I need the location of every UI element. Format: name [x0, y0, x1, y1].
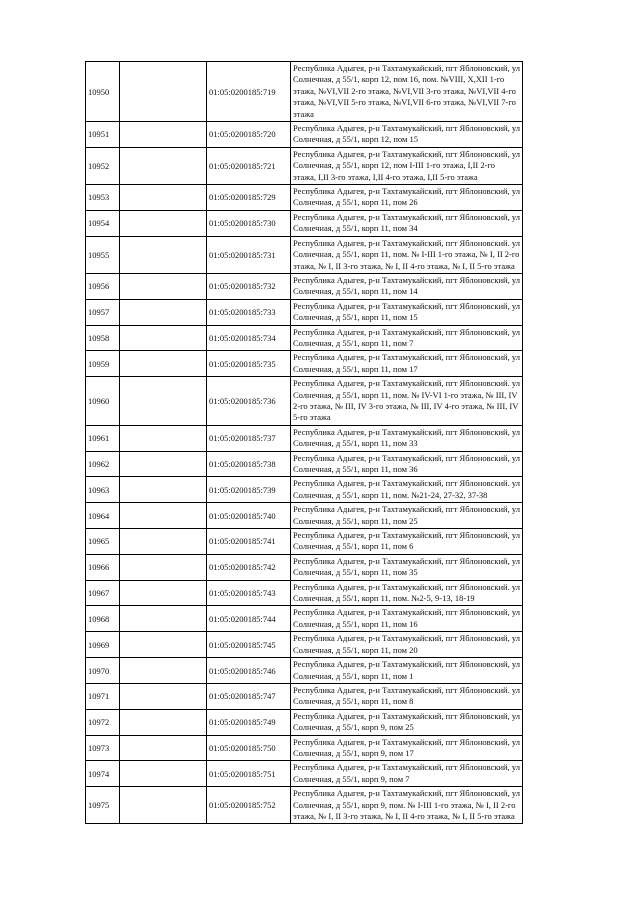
address-text: Республика Адыгея, р-н Тахтамукайский, пгт Яблоновский, ул Солнечная, д 55/1, корп 9, пом. № I-III 1-го этажа, № I, II 2-го этажа, № I, II 3-го этажа, № I, II 4-го этажа, № I, II 5-го этажа [293, 788, 520, 821]
cadastral-number-cell: 01:05:0200185:731 [207, 236, 291, 273]
row-number-cell: 10973 [86, 735, 120, 761]
cadastral-number-cell: 01:05:0200185:735 [207, 351, 291, 377]
address-text: Республика Адыгея, р-н Тахтамукайский, пгт Яблоновский. ул Солнечная, д 55/1, корп 11, пом. № IV-VI 1-го этажа, № III, IV 2-го этажа, № III, IV 3-го этажа, № III, IV 4-го этажа, № III, IV 5-го этажа [293, 378, 520, 423]
address-cell [291, 210, 523, 236]
cadastral-number-cell: 01:05:0200185:733 [207, 299, 291, 325]
table-row [86, 632, 523, 658]
address-cell [291, 787, 523, 824]
address-cell [291, 425, 523, 451]
empty-cell [120, 554, 207, 580]
row-number-cell: 10961 [86, 425, 120, 451]
row-number-cell: 10971 [86, 683, 120, 709]
table-row [86, 147, 523, 184]
address-text: Республика Адыгея, р-н Тахтамукайский, пгт Яблоновский, ул Солнечная, д 55/1, корп 11, пом 17 [293, 352, 520, 374]
cadastral-number-cell: 01:05:0200185:729 [207, 185, 291, 211]
row-number-cell: 10963 [86, 477, 120, 503]
address-cell [291, 683, 523, 709]
address-text: Республика Адыгея, р-н Тахтамукайский, пгт Яблоновский. ул Солнечная, д 55/1, корп 11, пом. №21-24, 27-32, 37-38 [293, 478, 520, 500]
address-cell [291, 325, 523, 351]
row-number-cell: 10968 [86, 606, 120, 632]
empty-cell [120, 299, 207, 325]
table-row [86, 477, 523, 503]
cadastral-number-cell: 01:05:0200185:744 [207, 606, 291, 632]
address-cell [291, 580, 523, 606]
empty-cell [120, 632, 207, 658]
address-cell [291, 185, 523, 211]
address-text: Республика Адыгея, р-н Тахтамукайский, пгт Яблоновский, ул Солнечная, д 55/1, корп 11, пом 6 [293, 530, 520, 552]
table-row [86, 236, 523, 273]
row-number-cell: 10959 [86, 351, 120, 377]
cadastral-number-cell: 01:05:0200185:737 [207, 425, 291, 451]
empty-cell [120, 210, 207, 236]
address-cell [291, 632, 523, 658]
table-row [86, 62, 523, 122]
table-row [86, 351, 523, 377]
cadastral-number-cell: 01:05:0200185:750 [207, 735, 291, 761]
address-cell [291, 606, 523, 632]
row-number-cell: 10957 [86, 299, 120, 325]
address-cell [291, 236, 523, 273]
table-row [86, 299, 523, 325]
empty-cell [120, 425, 207, 451]
cadastral-number-cell: 01:05:0200185:745 [207, 632, 291, 658]
row-number-cell: 10952 [86, 147, 120, 184]
row-number-cell: 10956 [86, 273, 120, 299]
row-number-cell: 10962 [86, 451, 120, 477]
empty-cell [120, 273, 207, 299]
row-number-cell: 10955 [86, 236, 120, 273]
address-text: Республика Адыгея, р-н Тахтамукайский, пгт Яблоновский, ул Солнечная, д 55/1, корп 12, пом 16, пом. №VIII, X,XII 1-го этажа, №VI,VII 2-го этажа, №VI,VII 3-го этажа, №VI,VII 4-го этажа, №VI,VII 5-го этажа, №VI,VII 6-го этажа, №VI,VII 7-го этажа [293, 63, 520, 119]
cadastral-number-cell: 01:05:0200185:751 [207, 761, 291, 787]
address-cell [291, 709, 523, 735]
row-number-cell: 10965 [86, 529, 120, 555]
table-row [86, 503, 523, 529]
table-row [86, 606, 523, 632]
row-number-cell: 10966 [86, 554, 120, 580]
empty-cell [120, 62, 207, 122]
address-text: Республика Адыгея, р-н Тахтамукайский, пгт Яблоновский, ул Солнечная, д 55/1, корп 11, пом 16 [293, 607, 520, 629]
address-cell [291, 451, 523, 477]
address-text: Республика Адыгея, р-н Тахтамукайский, пгт Яблоновский, ул Солнечная, д 55/1, корп 11, пом 15 [293, 300, 520, 323]
address-cell [291, 147, 523, 184]
empty-cell [120, 606, 207, 632]
table-row [86, 451, 523, 477]
row-number-cell: 10960 [86, 377, 120, 426]
address-cell [291, 299, 523, 325]
table-row [86, 122, 523, 148]
address-cell [291, 377, 523, 426]
cadastral-number-cell: 01:05:0200185:719 [207, 62, 291, 122]
empty-cell [120, 147, 207, 184]
table-row [86, 580, 523, 606]
address-text: Республика Адыгея, р-н Тахтамукайский, пгт Яблоновский. ул Солнечная, д 55/1, корп 11, пом. №2-5, 9-13, 18-19 [293, 581, 520, 604]
cadastral-number-cell: 01:05:0200185:739 [207, 477, 291, 503]
address-text: Республика Адыгея, р-н Тахтамукайский, пгт Яблоновский, ул Солнечная, д 55/1, корп 12, пом 15 [293, 123, 520, 145]
address-text: Республика Адыгея, р-н Тахтамукайский, пгт Яблоновский, ул Солнечная, д 55/1, корп 11, пом 20 [293, 633, 520, 655]
registry-table [85, 61, 523, 824]
empty-cell [120, 236, 207, 273]
registry-table-body [86, 62, 523, 824]
cadastral-number-cell: 01:05:0200185:732 [207, 273, 291, 299]
row-number-cell: 10970 [86, 658, 120, 684]
table-row [86, 554, 523, 580]
row-number-cell: 10951 [86, 122, 120, 148]
empty-cell [120, 761, 207, 787]
empty-cell [120, 325, 207, 351]
address-text: Республика Адыгея, р-н Тахтамукайский, пгт Яблоновский, ул Солнечная, д 55/1, корп 11, пом 14 [293, 274, 520, 297]
address-text: Республика Адыгея, р-н Тахтамукайский, пгт Яблоновский, ул Солнечная, д 55/1, корп 11, пом 1 [293, 659, 520, 681]
empty-cell [120, 787, 207, 824]
address-cell [291, 554, 523, 580]
address-text: Республика Адыгея, р-н Тахтамукайский, пгт Яблоновский, ул Солнечная, д 55/1, корп 11, пом 25 [293, 504, 520, 526]
address-cell [291, 122, 523, 148]
cadastral-number-cell: 01:05:0200185:741 [207, 529, 291, 555]
cadastral-number-cell: 01:05:0200185:747 [207, 683, 291, 709]
empty-cell [120, 735, 207, 761]
table-row [86, 529, 523, 555]
table-row [86, 377, 523, 426]
empty-cell [120, 351, 207, 377]
table-row [86, 185, 523, 211]
empty-cell [120, 377, 207, 426]
address-text: Республика Адыгея, р-н Тахтамукайский, пгт Яблоновский. ул Солнечная, д 55/1, корп 11, пом. № I-III 1-го этажа, № I, II 2-го этажа, № I, II 3-го этажа, № I, II 4-го этажа, № I, II 5-го этажа [293, 237, 520, 271]
table-row [86, 761, 523, 787]
address-cell [291, 761, 523, 787]
row-number-cell: 10974 [86, 761, 120, 787]
cadastral-number-cell: 01:05:0200185:740 [207, 503, 291, 529]
address-text: Республика Адыгея, р-н Тахтамукайский, пгт Яблоновский, ул Солнечная, д 55/1, корп 9, пом 7 [293, 762, 520, 784]
empty-cell [120, 477, 207, 503]
address-cell [291, 273, 523, 299]
empty-cell [120, 709, 207, 735]
address-text: Республика Адыгея, р-н Тахтамукайский, пгт Яблоновский, ул Солнечная, д 55/1, корп 11, пом 33 [293, 426, 520, 449]
row-number-cell: 10964 [86, 503, 120, 529]
address-cell [291, 62, 523, 122]
cadastral-number-cell: 01:05:0200185:752 [207, 787, 291, 824]
cadastral-number-cell: 01:05:0200185:738 [207, 451, 291, 477]
table-row [86, 425, 523, 451]
address-text: Республика Адыгея, р-н Тахтамукайский, пгт Яблоновский. ул Солнечная, д 55/1, корп 11, пом 8 [293, 684, 520, 707]
empty-cell [120, 122, 207, 148]
row-number-cell: 10958 [86, 325, 120, 351]
address-text: Республика Адыгея, р-н Тахтамукайский, пгт Яблоновский, ул Солнечная, д 55/1, корп 11, пом 26 [293, 186, 520, 208]
row-number-cell: 10950 [86, 62, 120, 122]
table-row [86, 735, 523, 761]
address-text: Республика Адыгея, р-н Тахтамукайский, пгт Яблоновский, ул Солнечная, д 55/1, корп 9, пом 17 [293, 736, 520, 758]
cadastral-number-cell: 01:05:0200185:746 [207, 658, 291, 684]
address-cell [291, 658, 523, 684]
cadastral-number-cell: 01:05:0200185:743 [207, 580, 291, 606]
cadastral-number-cell: 01:05:0200185:736 [207, 377, 291, 426]
row-number-cell: 10972 [86, 709, 120, 735]
table-row [86, 210, 523, 236]
cadastral-number-cell: 01:05:0200185:720 [207, 122, 291, 148]
empty-cell [120, 658, 207, 684]
row-number-cell: 10953 [86, 185, 120, 211]
address-text: Республика Адыгея, р-н Тахтамукайский, пгт Яблоновский, ул Солнечная, д 55/1, корп 11, пом 7 [293, 326, 520, 348]
table-row [86, 658, 523, 684]
empty-cell [120, 529, 207, 555]
empty-cell [120, 683, 207, 709]
address-text: Республика Адыгея, р-н Тахтамукайский, пгт Яблоновский, ул Солнечная, д 55/1, корп 11, пом 36 [293, 452, 520, 474]
address-text: Республика Адыгея, р-н Тахтамукайский, пгт Яблоновский, ул Солнечная, д 55/1, корп 9, пом 25 [293, 710, 520, 733]
cadastral-number-cell: 01:05:0200185:721 [207, 147, 291, 184]
table-row [86, 709, 523, 735]
table-row [86, 787, 523, 824]
address-text: Республика Адыгея, р-н Тахтамукайский, пгт Яблоновский, ул Солнечная, д 55/1, корп 12, пом I-III 1-го этажа, I,II 2-го этажа, I,II 3-го этажа, I,II 4-го этажа, I,II 5-го этажа [293, 148, 520, 182]
cadastral-number-cell: 01:05:0200185:730 [207, 210, 291, 236]
row-number-cell: 10969 [86, 632, 120, 658]
table-row [86, 273, 523, 299]
empty-cell [120, 503, 207, 529]
table-row [86, 325, 523, 351]
address-cell [291, 735, 523, 761]
cadastral-number-cell: 01:05:0200185:742 [207, 554, 291, 580]
table-row [86, 683, 523, 709]
address-cell [291, 477, 523, 503]
address-text: Республика Адыгея, р-н Тахтамукайский, пгт Яблоновский, ул Солнечная, д 55/1, корп 11, пом 34 [293, 211, 520, 234]
cadastral-number-cell: 01:05:0200185:749 [207, 709, 291, 735]
address-cell [291, 351, 523, 377]
row-number-cell: 10967 [86, 580, 120, 606]
row-number-cell: 10954 [86, 210, 120, 236]
address-cell [291, 529, 523, 555]
empty-cell [120, 185, 207, 211]
row-number-cell: 10975 [86, 787, 120, 824]
address-text: Республика Адыгея, р-н Тахтамукайский, пгт Яблоновский, ул Солнечная, д 55/1, корп 11, пом 35 [293, 555, 520, 578]
address-cell [291, 503, 523, 529]
empty-cell [120, 580, 207, 606]
cadastral-number-cell: 01:05:0200185:734 [207, 325, 291, 351]
empty-cell [120, 451, 207, 477]
